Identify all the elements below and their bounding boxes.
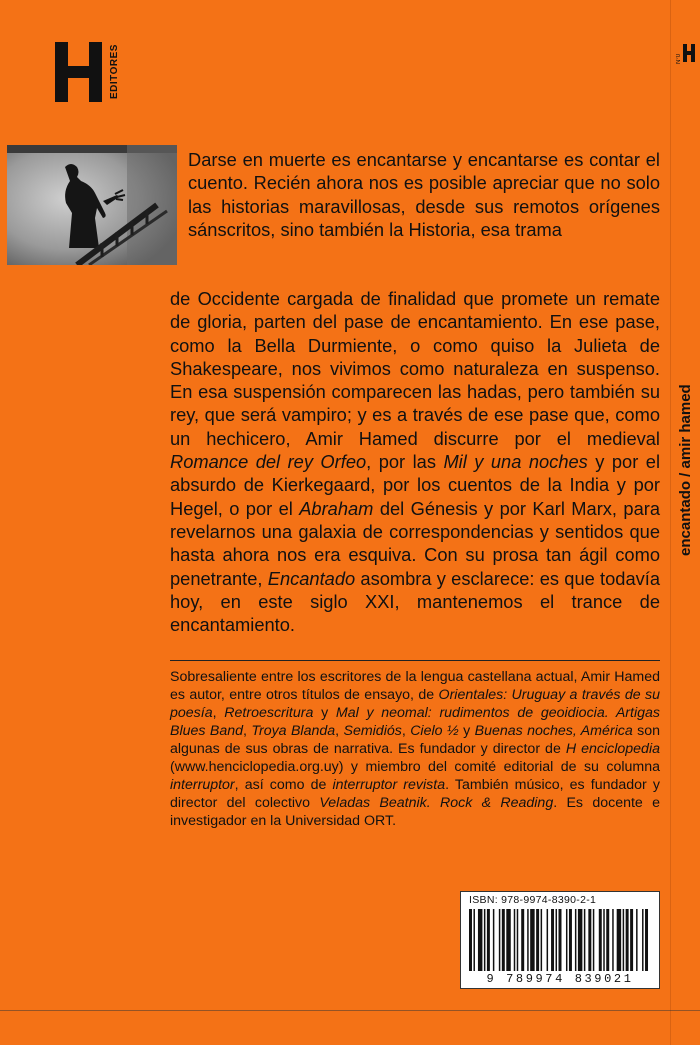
bio-text: y [458, 723, 475, 739]
bio-text: , [401, 723, 411, 739]
blurb-lead-text: Darse en muerte es encantarse y encantarse es contar el cuento. Recién ahora nos es posible apreciar que no solo las historias maravillosas, desde sus remotos orígenes sánscritos, sino también la Historia, esa trama [188, 149, 660, 240]
publisher-name: EDITORES [109, 44, 120, 100]
barcode-bar [566, 909, 567, 971]
barcode-bar [506, 909, 510, 971]
bio-italic: Cielo ½ [410, 723, 459, 739]
bio-italic: Troya Blanda [251, 723, 336, 739]
barcode-bar [541, 909, 542, 971]
bio-text: Sobresaliente entre los escritores de la lengua castellana actual, Amir Hamed es autor, entre otros títulos de ensayo, de [170, 669, 660, 703]
spine-number: N°0 [676, 53, 682, 64]
blurb-text: de Occidente cargada de finalidad que promete un remate de gloria, parten del pase de encantamiento. En ese pase, como la Bella Durmiente, o como quiso la Julieta de Shakespeare, nos vivimos como naturaleza en suspenso. En esa suspensión comparecen las hadas, pero también su rey, que será vampiro; y es a través de ese pase que, como un hechicero, Amir Hamed discurre por el medieval [170, 288, 660, 449]
barcode-bar [473, 909, 474, 971]
isbn-label: ISBN: 978-9974-8390-2-1 [469, 894, 597, 906]
barcode-bar [588, 909, 591, 971]
barcode-bar [578, 909, 582, 971]
isbn-barcode [460, 891, 660, 989]
bio-text: , [335, 723, 344, 739]
blurb-italic-title: Mil y una noches [443, 451, 588, 473]
bio-italic: Mal y neomal: rudimentos de geoidiocia. Artigas Blues Band [170, 705, 660, 739]
barcode-bars [469, 909, 651, 971]
bio-italic: interruptor revista [332, 777, 446, 793]
trim-line [0, 1010, 700, 1011]
barcode-bar [612, 909, 613, 971]
spine-h-right [691, 44, 695, 62]
bio-italic: interruptor [170, 777, 235, 793]
barcode-bar [514, 909, 515, 971]
barcode-bar [559, 909, 562, 971]
blurb-text: y por el absurdo de Kierkegaard, por los cuentos de la India y por Hegel, o por el [170, 451, 661, 519]
bio-italic: Retroescritura [224, 705, 314, 721]
barcode-bar [556, 909, 557, 971]
barcode-bar [499, 909, 500, 971]
publisher-logo [55, 42, 125, 104]
bio-italic: Buenas noches, América [474, 723, 633, 739]
bio-text: . También músico, es fundador y director del colectivo [170, 777, 660, 811]
logo-h-right-stroke [89, 42, 102, 102]
bio-text: , así como de [234, 777, 333, 793]
spine-title: encantado / amir hamed [677, 384, 694, 556]
section-divider [170, 660, 660, 661]
blurb-italic-title: Encantado [267, 567, 356, 589]
nosferatu-stairs-photo [7, 145, 177, 265]
barcode-bar [469, 909, 472, 971]
bio-italic: Veladas Beatnik. Rock & Reading [319, 795, 554, 811]
blurb-text: del Génesis y por Karl Marx, para revelarnos una galaxia de correspondencias y sentidos que hasta ahora nos era esquiva. Con su prosa tan ágil como penetrante, [170, 497, 660, 589]
barcode-bar [599, 909, 602, 971]
barcode-bar [493, 909, 494, 971]
barcode-bar [617, 909, 621, 971]
barcode-bar [575, 909, 576, 971]
author-bio [170, 668, 660, 830]
barcode-bar [626, 909, 629, 971]
bio-text: , [243, 723, 252, 739]
barcode-bar [630, 909, 633, 971]
blurb-text: asombra y esclarece: es que todavía hoy, en este siglo XXI, mantenemos el trance de encantamiento. [170, 567, 660, 636]
bio-italic: Semidiós [343, 723, 402, 739]
barcode-bar [530, 909, 534, 971]
barcode-bar [569, 909, 572, 971]
bio-text: y [313, 705, 336, 721]
barcode-bar [527, 909, 528, 971]
bio-text: (www.henciclopedia.org.uy) y miembro del comité editorial de su columna [170, 759, 660, 775]
blurb-italic-title: Romance del rey Orfeo [170, 451, 367, 473]
bio-text: . Es docente e investigador en la Universidad ORT. [170, 795, 661, 829]
bio-text: son algunas de sus obras de narrativa. Es fundador y director de [170, 723, 660, 757]
barcode-bar [623, 909, 624, 971]
blurb-body-text [170, 287, 660, 636]
barcode-bar [551, 909, 554, 971]
barcode-bar [484, 909, 485, 971]
spine-fold [670, 0, 671, 1045]
barcode-bar [636, 909, 637, 971]
blurb-text: , por las [366, 451, 444, 473]
bio-italic: H enciclopedia [565, 741, 660, 757]
barcode-bar [645, 909, 648, 971]
barcode-bar [502, 909, 505, 971]
bio-text: , [212, 705, 225, 721]
spine-logo [676, 38, 698, 68]
barcode-bar [521, 909, 524, 971]
barcode-bar [517, 909, 518, 971]
barcode-bar [593, 909, 594, 971]
barcode-bar [603, 909, 604, 971]
barcode-bar [536, 909, 539, 971]
barcode-bar [478, 909, 482, 971]
barcode-bar [642, 909, 643, 971]
barcode-bar [487, 909, 490, 971]
bio-italic: Orientales: Uruguay a través de su poesía [170, 687, 660, 721]
barcode-bar [584, 909, 585, 971]
barcode-bar [606, 909, 609, 971]
blurb-italic-title: Abraham [299, 497, 374, 519]
barcode-digits: 9 789974 839021 [486, 972, 634, 986]
barcode-bar [547, 909, 548, 971]
